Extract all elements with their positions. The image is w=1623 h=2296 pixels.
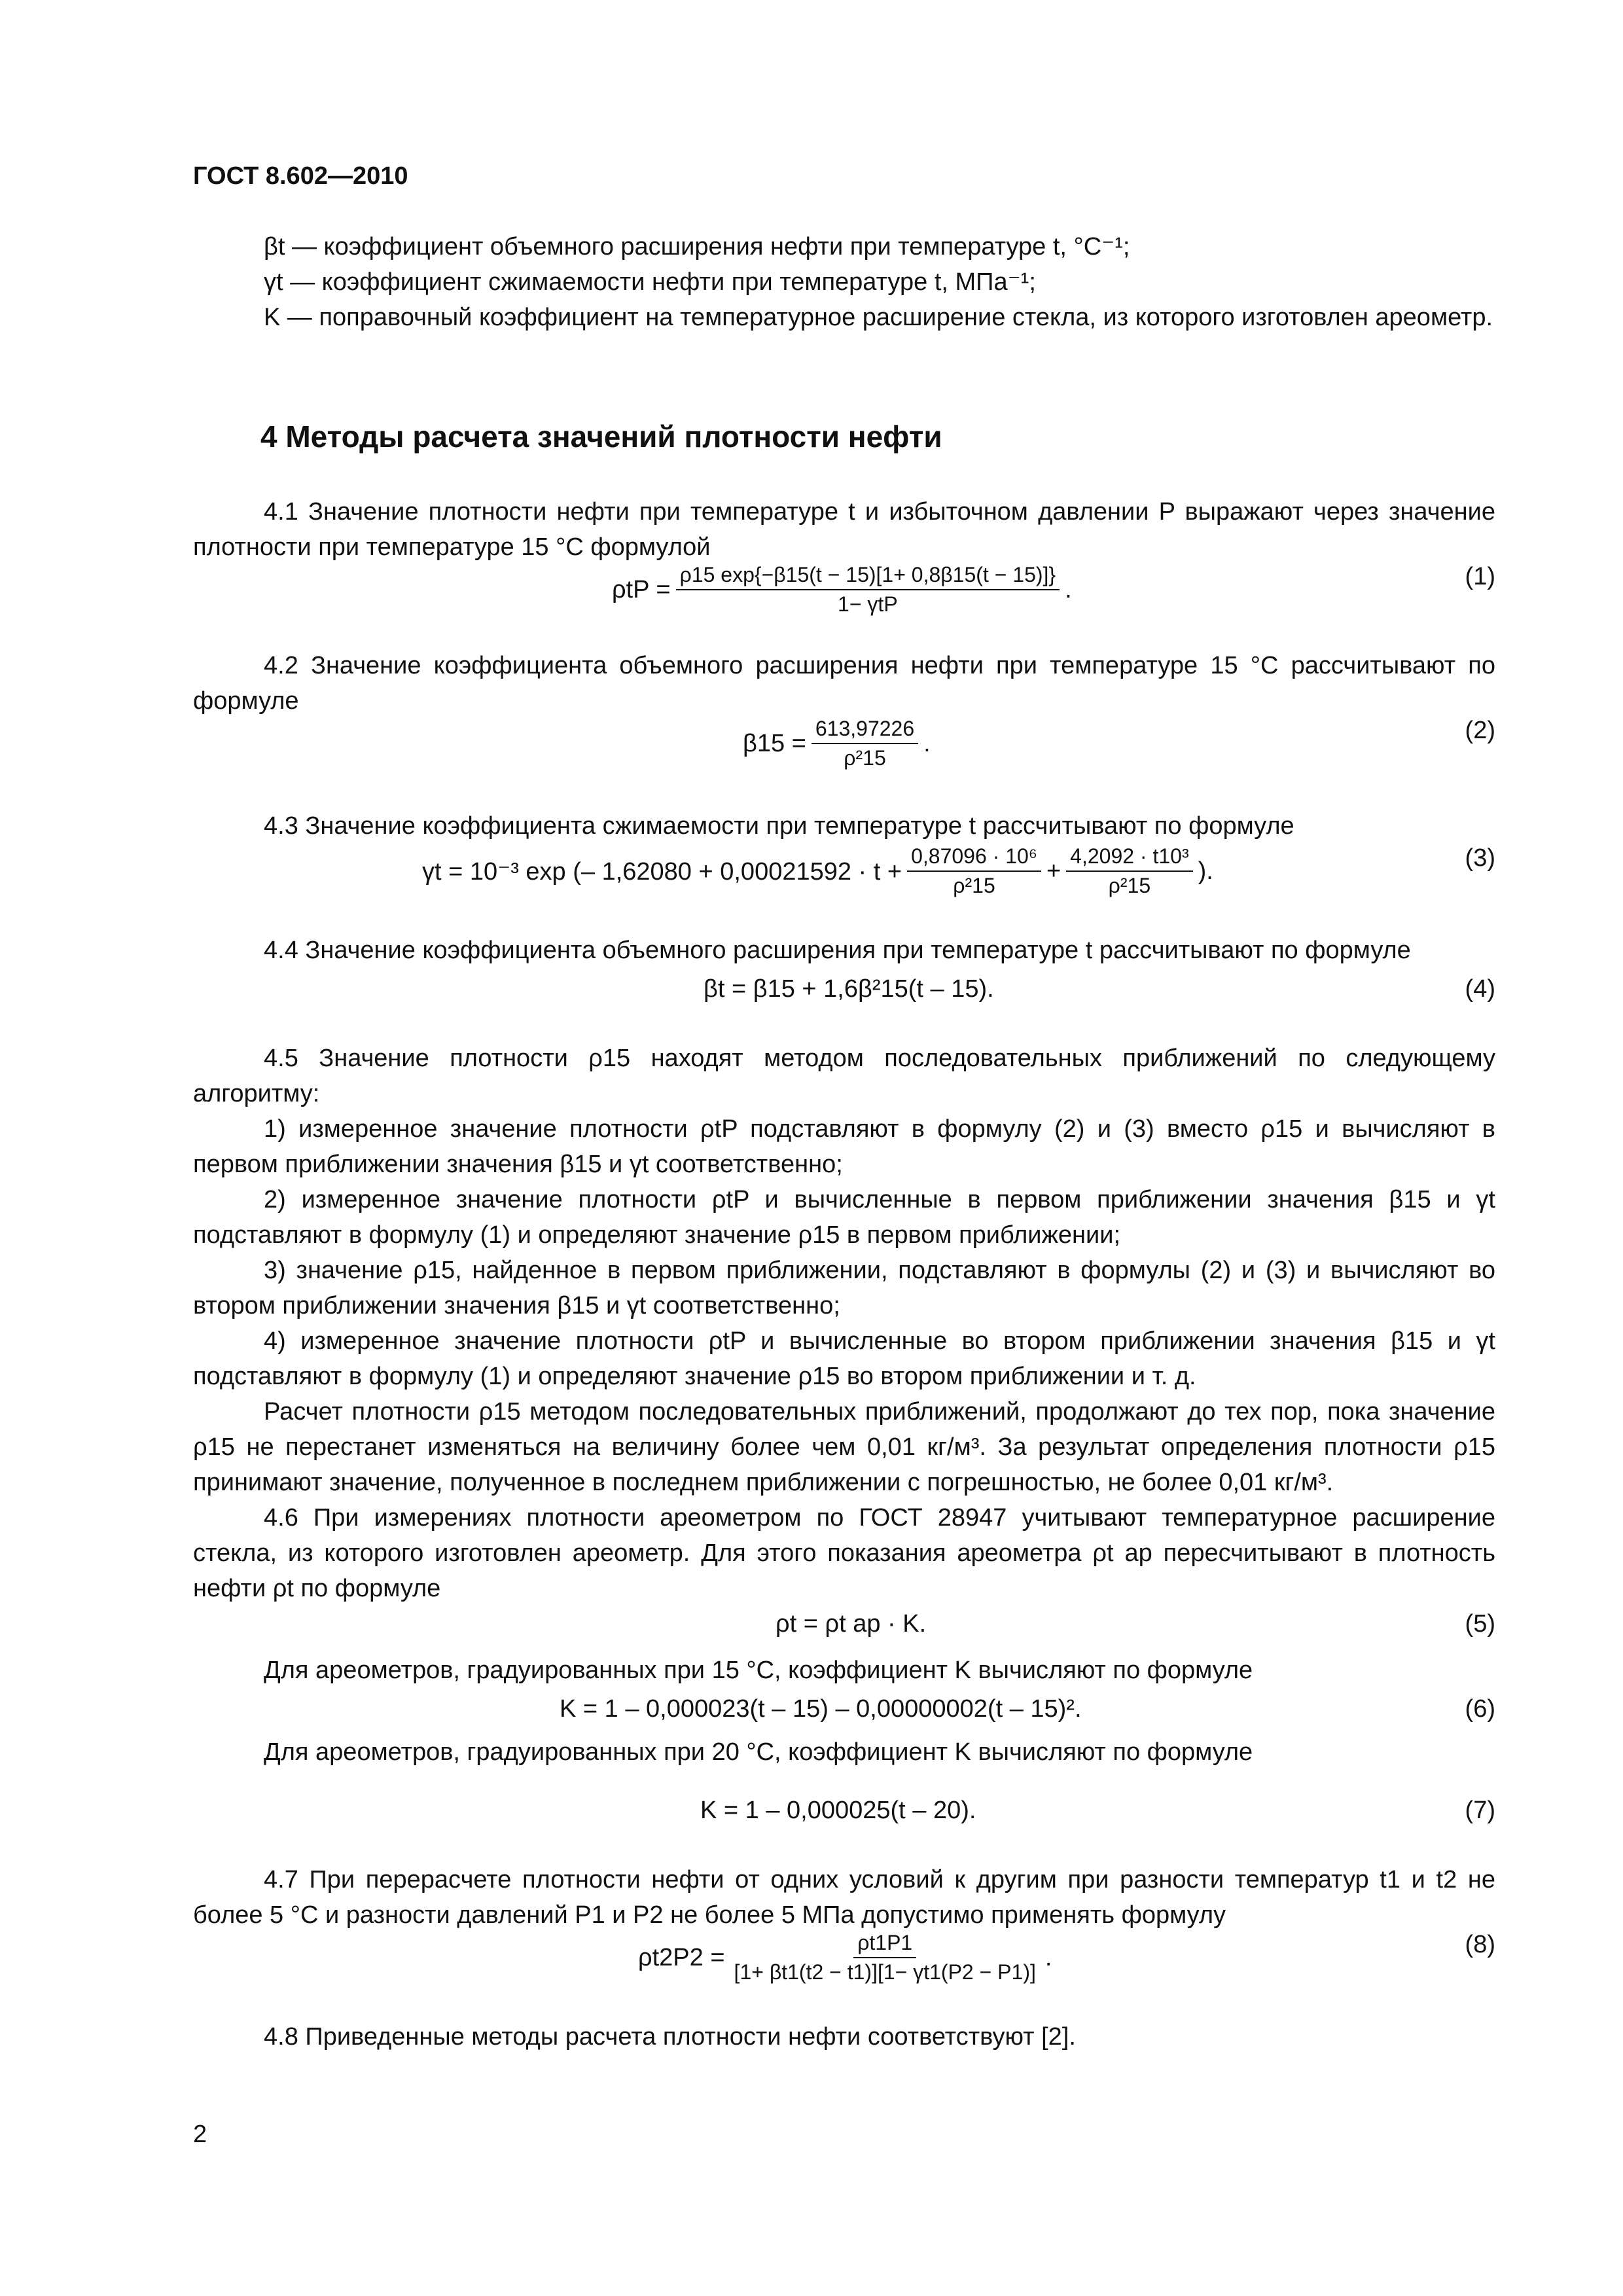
eq3-numerator-2: 4,2092 · t10³ <box>1066 844 1192 872</box>
paragraph-4-4: 4.4 Значение коэффициента объемного расширения при температуре t рассчитывают по формуле <box>264 937 1411 964</box>
algorithm-step-2: 2) измеренное значение плотности ρtP и вычисленные в первом приближении значения β15 и γt подставляют в формулу (1) и определяют значение ρ15 в первом приближении; <box>193 1186 1495 1249</box>
document-header: ГОСТ 8.602—2010 <box>193 162 408 190</box>
eq2-numerator: 613,97226 <box>812 717 918 744</box>
paragraph-k20: Для ареометров, градуированных при 20 °С, коэффициент K вычисляют по формуле <box>264 1738 1253 1766</box>
equation-7 <box>193 1797 1495 1836</box>
eq1-number: (1) <box>1465 563 1495 590</box>
definition-k: K — поправочный коэффициент на температурное расширение стекла, из которого изготовлен ареометр. <box>264 304 1493 331</box>
eq2-lhs: β15 = <box>743 729 806 757</box>
paragraph-4-8: 4.8 Приведенные методы расчета плотности нефти соответствуют [2]. <box>264 2023 1076 2051</box>
equation-6 <box>193 1695 1495 1734</box>
definition-beta: βt — коэффициент объемного расширения нефти при температуре t, °С⁻¹; <box>264 233 1130 260</box>
eq8-lhs: ρt2P2 = <box>638 1943 725 1971</box>
paragraph-4-5-block <box>193 1041 1495 1606</box>
paragraph-4-5: 4.5 Значение плотности ρ15 находят методом последовательных приближений по следующему алгоритму: <box>193 1045 1495 1107</box>
equation-2 <box>193 717 1495 789</box>
paragraph-4-7: 4.7 При перерасчете плотности нефти от одних условий к другим при разности температур t1 и t2 не более 5 °С и разности давлений P1 и P2 не более 5 МПа допустимо применять формулу <box>193 1866 1495 1929</box>
eq8-denominator: [1+ βt1(t2 − t1)][1− γt1(P2 − P1)] <box>734 1960 1036 1984</box>
eq8-numerator: ρt1P1 <box>853 1931 916 1958</box>
definitions <box>193 229 1495 335</box>
eq3-lhs: γt = 10⁻³ exp (– 1,62080 + 0,00021592 · t + <box>422 857 902 886</box>
algorithm-step-4: 4) измеренное значение плотности ρtP и вычисленные во втором приближении значения β15 и γt подставляют в формулу (1) и определяют значение ρ15 во втором приближении и т. д. <box>193 1327 1495 1390</box>
eq2-tail: . <box>923 729 931 757</box>
eq4-number: (4) <box>1465 975 1495 1003</box>
eq1-numerator: ρ15 exp{−β15(t − 15)[1+ 0,8β15(t − 15)]} <box>676 563 1060 590</box>
equation-8 <box>193 1931 1495 2003</box>
eq7-number: (7) <box>1465 1797 1495 1824</box>
eq2-denominator: ρ²15 <box>844 746 886 770</box>
equation-3 <box>193 844 1495 916</box>
eq3-numerator-1: 0,87096 · 10⁶ <box>907 844 1041 872</box>
equation-5 <box>193 1610 1495 1649</box>
paragraph-4-1: 4.1 Значение плотности нефти при температуре t и избыточном давлении P выражают через значение плотности при температуре 15 °С формулой <box>193 498 1495 561</box>
eq6-formula: K = 1 – 0,000023(t – 15) – 0,00000002(t – 15)². <box>560 1695 1082 1723</box>
eq8-number: (8) <box>1465 1931 1495 1958</box>
eq1-lhs: ρtP = <box>612 575 671 603</box>
equation-1 <box>193 563 1495 635</box>
eq3-denominator-1: ρ²15 <box>953 874 995 897</box>
eq5-formula: ρt = ρt ар · K. <box>776 1610 927 1638</box>
paragraph-k15: Для ареометров, градуированных при 15 °С, коэффициент K вычисляют по формуле <box>264 1657 1253 1684</box>
eq1-tail: . <box>1065 575 1072 603</box>
eq3-number: (3) <box>1465 844 1495 872</box>
algorithm-step-3: 3) значение ρ15, найденное в первом приближении, подставляют в формулы (2) и (3) и вычисляют во втором приближении значения β15 и γt соответственно; <box>193 1257 1495 1319</box>
eq6-number: (6) <box>1465 1695 1495 1723</box>
equation-4 <box>193 975 1495 1014</box>
eq3-denominator-2: ρ²15 <box>1108 874 1151 897</box>
page-number: 2 <box>193 2121 207 2148</box>
eq7-formula: K = 1 – 0,000025(t – 20). <box>700 1797 976 1824</box>
eq3-tail: ). <box>1198 857 1213 885</box>
eq3-plus: + <box>1046 857 1061 885</box>
eq1-denominator: 1− γtP <box>838 592 898 616</box>
definition-gamma: γt — коэффициент сжимаемости нефти при температуре t, МПа⁻¹; <box>264 268 1036 296</box>
algorithm-step-1: 1) измеренное значение плотности ρtP подставляют в формулу (2) и (3) вместо ρ15 и вычисляют в первом приближении значения β15 и γt соответственно; <box>193 1115 1495 1178</box>
eq2-number: (2) <box>1465 717 1495 744</box>
eq4-formula: βt = β15 + 1,6β²15(t – 15). <box>704 975 994 1003</box>
paragraph-4-6: 4.6 При измерениях плотности ареометром по ГОСТ 28947 учитывают температурное расширение стекла, из которого изготовлен ареометр. Для этого показания ареометра ρt ар пересчитывают в плотность нефти ρt по формуле <box>193 1504 1495 1602</box>
eq5-number: (5) <box>1465 1610 1495 1638</box>
eq8-tail: . <box>1044 1943 1052 1971</box>
paragraph-4-2: 4.2 Значение коэффициента объемного расширения нефти при температуре 15 °С рассчитывают по формуле <box>193 652 1495 715</box>
paragraph-calculation: Расчет плотности ρ15 методом последовательных приближений, продолжают до тех пор, пока значение ρ15 не перестанет изменяться на величину более чем 0,01 кг/м³. За результат определения плотности ρ15 принимают значение, полученное в последнем приближении с погрешностью, не более 0,01 кг/м³. <box>193 1398 1495 1496</box>
section-title: 4 Методы расчета значений плотности нефти <box>260 420 942 454</box>
paragraph-4-3: 4.3 Значение коэффициента сжимаемости при температуре t рассчитывают по формуле <box>264 812 1294 840</box>
